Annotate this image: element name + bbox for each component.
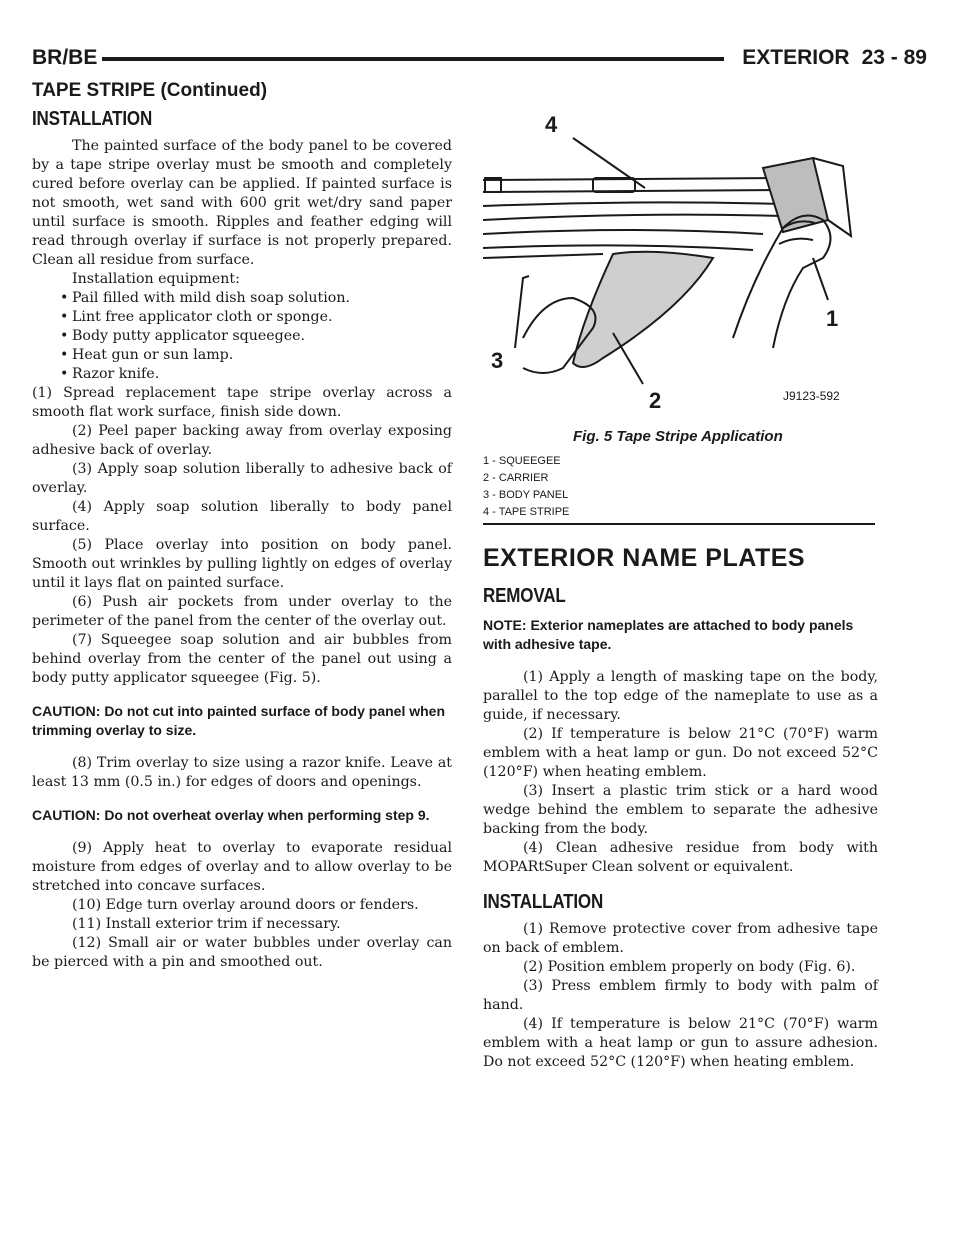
figure-title: Fig. 5 Tape Stripe Application: [573, 428, 783, 445]
step-paragraph: (3) Apply soap solution liberally to adhesive back of overlay.: [32, 461, 452, 496]
left-column: [32, 108, 452, 972]
step-paragraph: (2) If temperature is below 21°C (70°F) warm emblem with a heat lamp or gun. Do not exceed 52°C (120°F) when heating emblem.: [483, 726, 878, 780]
note: NOTE: Exterior nameplates are attached to body panels with adhesive tape.: [483, 617, 854, 652]
installation-heading-2: INSTALLATION: [483, 891, 604, 913]
step-paragraph: (1) Remove protective cover from adhesive tape on back of emblem.: [483, 921, 878, 956]
legend-item: 4 - TAPE STRIPE: [483, 506, 570, 518]
caution-note: CAUTION: Do not overheat overlay when performing step 9.: [32, 807, 430, 823]
list-item: • Body putty applicator squeegee.: [32, 327, 452, 346]
step-paragraph: (12) Small air or water bubbles under overlay can be pierced with a pin and smoothed out.: [32, 935, 452, 970]
step-paragraph: (8) Trim overlay to size using a razor knife. Leave at least 13 mm (0.5 in.) for edges of doors and openings.: [32, 755, 452, 790]
callout-1: 1: [826, 306, 839, 331]
removal-heading: REMOVAL: [483, 585, 566, 607]
section-heading: EXTERIOR NAME PLATES: [483, 544, 806, 572]
header-rule: [102, 57, 724, 61]
figure-code: J9123-592: [783, 389, 840, 403]
right-column: [483, 530, 878, 1072]
legend-item: 1 - SQUEEGEE: [483, 455, 561, 467]
figure-caption: [483, 428, 878, 525]
step-paragraph: (6) Push air pockets from under overlay to the perimeter of the panel from the center of the overlay out.: [32, 594, 452, 629]
list-item: • Lint free applicator cloth or sponge.: [32, 308, 452, 327]
callout-4: 4: [545, 112, 558, 137]
section-name: EXTERIOR: [742, 46, 850, 69]
installation-heading: INSTALLATION: [32, 108, 153, 130]
caution-note: CAUTION: Do not cut into painted surface of body panel when trimming overlay to size.: [32, 703, 445, 738]
intro-paragraph: The painted surface of the body panel to be covered by a tape stripe overlay must be smooth and completely cured before overlay can be applied. If painted surface is not smooth, wet sand with 600 grit wet/dry sand paper until surface is smooth. Ripples and feather edging will read through overlay if surface is not properly prepared. Clean all residue from surface.: [32, 138, 452, 268]
step-paragraph: (5) Place overlay into position on body panel. Smooth out wrinkles by pulling lightly on edges of overlay until it lays flat on painted surface.: [32, 537, 452, 591]
page-header: [32, 42, 927, 76]
step-paragraph: (2) Peel paper backing away from overlay exposing adhesive back of overlay.: [32, 423, 452, 458]
callout-3: 3: [491, 348, 504, 373]
step-paragraph: (1) Spread replacement tape stripe overlay across a smooth flat work surface, finish side down.: [32, 385, 452, 420]
list-item: • Pail filled with mild dish soap solution.: [32, 289, 452, 308]
step-paragraph: (4) Clean adhesive residue from body with MOPARtSuper Clean solvent or equivalent.: [483, 840, 878, 875]
tape-stripe-illustration: [483, 108, 875, 424]
continued-title: TAPE STRIPE (Continued): [32, 80, 268, 101]
step-paragraph: (4) If temperature is below 21°C (70°F) warm emblem with a heat lamp or gun to assure adhesion. Do not exceed 52°C (120°F) when heating emblem.: [483, 1016, 878, 1070]
model-code: BR/BE: [32, 46, 98, 69]
equipment-label: Installation equipment:: [72, 271, 240, 287]
step-paragraph: (1) Apply a length of masking tape on the body, parallel to the top edge of the nameplate to use as a guide, if necessary.: [483, 669, 878, 723]
list-item: • Heat gun or sun lamp.: [32, 346, 452, 365]
caption-rule: [483, 523, 875, 525]
step-paragraph: (11) Install exterior trim if necessary.: [72, 916, 341, 932]
step-paragraph: (10) Edge turn overlay around doors or fenders.: [72, 897, 419, 913]
step-paragraph: (7) Squeegee soap solution and air bubbles from behind overlay from the center of the panel out using a body putty applicator squeegee (Fig. 5).: [32, 632, 452, 686]
equipment-list: [32, 289, 452, 384]
legend-item: 2 - CARRIER: [483, 472, 549, 484]
callout-2: 2: [649, 388, 662, 413]
step-paragraph: (9) Apply heat to overlay to evaporate residual moisture from edges of overlay and to allow overlay to be stretched into concave surfaces.: [32, 840, 452, 894]
list-item: • Razor knife.: [32, 365, 452, 384]
legend-item: 3 - BODY PANEL: [483, 489, 569, 501]
step-paragraph: (2) Position emblem properly on body (Fig. 6).: [523, 959, 856, 975]
page-number: 23 - 89: [861, 46, 927, 69]
step-paragraph: (3) Press emblem firmly to body with palm of hand.: [483, 978, 878, 1013]
step-paragraph: (3) Insert a plastic trim stick or a hard wood wedge behind the emblem to separate the adhesive backing from the body.: [483, 783, 878, 837]
header-right: [730, 46, 927, 70]
step-paragraph: (4) Apply soap solution liberally to body panel surface.: [32, 499, 452, 534]
